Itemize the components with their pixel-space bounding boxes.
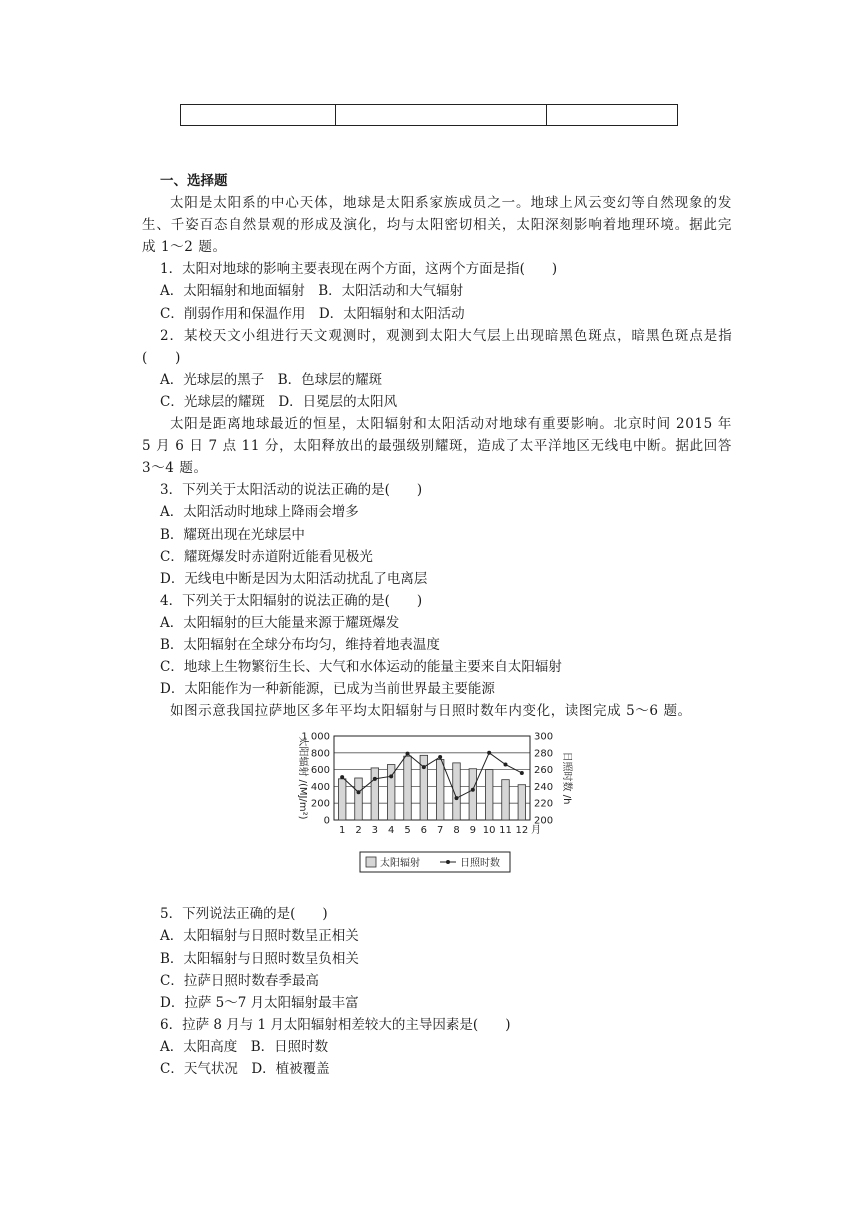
bar <box>338 779 346 820</box>
y-tick-label: 800 <box>310 748 330 760</box>
x-tick-label: 2 <box>355 825 362 837</box>
question-5-stem: 5．下列说法正确的是( ) <box>160 906 328 923</box>
y-tick-label: 0 <box>323 815 330 827</box>
question-3-option: C．耀斑爆发时赤道附近能看见极光 <box>160 548 373 565</box>
y2-tick-label: 220 <box>534 799 554 811</box>
question-5-option: A．太阳辐射与日照时数呈正相关 <box>160 928 359 945</box>
y2-tick-label: 280 <box>534 748 554 760</box>
bar <box>436 760 444 820</box>
passage-3: 如图示意我国拉萨地区多年平均太阳辐射与日照时数年内变化，读图完成 5～6 题。 <box>170 703 692 720</box>
x-tick-label: 8 <box>453 825 460 837</box>
question-2-option: C．光球层的耀斑 D．日冕层的太阳风 <box>160 393 398 410</box>
data-point <box>373 777 377 781</box>
question-6-option: A．太阳高度 B．日照时数 <box>160 1038 329 1055</box>
y2-tick-label: 200 <box>534 815 554 827</box>
question-4-option: A．太阳辐射的巨大能量来源于耀斑爆发 <box>160 614 400 631</box>
question-3-option: D．无线电中断是因为太阳活动扰乱了电离层 <box>160 570 428 587</box>
passage-1: 太阳是太阳系的中心天体，地球是太阳系家族成员之一。地球上风云变幻等自然现象的发生、千姿百态自然景观的形成及演化，均与太阳密切相关，太阳深刻影响着地理环境。据此完成 1～2 题。 <box>142 195 732 256</box>
bar <box>518 785 526 820</box>
data-point <box>438 755 442 759</box>
data-point <box>520 771 524 775</box>
question-3-option: A．太阳活动时地球上降雨会增多 <box>160 504 359 521</box>
y2-tick-label: 300 <box>534 731 554 743</box>
x-tick-label: 9 <box>469 825 477 837</box>
x-tick-label: 3 <box>371 825 379 837</box>
y2-axis-title: 日照时数 /h <box>561 751 572 805</box>
header-table-cell <box>336 105 547 126</box>
y-tick-label: 1 000 <box>301 731 330 743</box>
question-6-option: C．天气状况 D．植被覆盖 <box>160 1061 330 1077</box>
question-3-option: B．耀斑出现在光球层中 <box>160 526 305 543</box>
bar <box>355 778 363 820</box>
question-5-option: C．拉萨日照时数春季最高 <box>160 972 319 989</box>
data-point <box>455 797 459 801</box>
question-5-option: D．拉萨 5～7 月太阳辐射最丰富 <box>160 994 359 1011</box>
data-point <box>422 765 426 769</box>
legend-label: 日照时数 <box>460 858 500 870</box>
data-point <box>471 788 475 792</box>
question-2-option: A．光球层的黑子 B．色球层的耀斑 <box>160 371 383 388</box>
header-table-cell <box>547 105 678 126</box>
lhasa-radiation-chart <box>292 728 592 888</box>
legend-line-marker <box>446 860 450 864</box>
question-1-stem: 1．太阳对地球的影响主要表现在两个方面，这两个方面是指( ) <box>160 261 558 278</box>
document-body <box>142 170 732 1080</box>
legend-label: 太阳辐射 <box>380 858 420 870</box>
section-title: 一、选择题 <box>160 173 228 189</box>
y-tick-label: 400 <box>310 782 330 794</box>
header-table-cell <box>181 105 336 126</box>
x-tick-label: 1 <box>338 825 346 837</box>
question-1-option: C．削弱作用和保温作用 D．太阳辐射和太阳活动 <box>160 305 465 322</box>
question-4-option: D．太阳能作为一种新能源，已成为当前世界最主要能源 <box>160 681 495 698</box>
bar <box>502 780 510 820</box>
question-4-stem: 4．下列关于太阳辐射的说法正确的是( ) <box>160 592 423 609</box>
question-4-option: B．太阳辐射在全球分布均匀，维持着地表温度 <box>160 636 440 653</box>
question-1-option: A．太阳辐射和地面辐射 B．太阳活动和大气辐射 <box>160 283 464 300</box>
y2-tick-label: 260 <box>534 765 554 777</box>
data-point <box>389 775 393 779</box>
bar <box>485 770 493 820</box>
x-tick-label: 7 <box>436 825 444 837</box>
x-unit-label: 月 <box>531 825 541 837</box>
y-axis-title: 太阳辐射 /(MJ/m²) <box>297 736 308 820</box>
bar <box>404 757 412 821</box>
x-tick-label: 5 <box>404 825 411 837</box>
question-5-option: B．太阳辐射与日照时数呈负相关 <box>160 950 359 967</box>
x-tick-label: 4 <box>387 825 395 837</box>
data-point <box>504 763 508 767</box>
chart-figure <box>142 728 732 893</box>
header-table <box>180 104 678 126</box>
question-3-stem: 3．下列关于太阳活动的说法正确的是( ) <box>160 482 423 499</box>
x-tick-label: 6 <box>420 825 428 837</box>
x-tick-label: 12 <box>515 825 529 837</box>
series-line <box>342 753 522 798</box>
question-2-stem: 2．某校天文小组进行天文观测时，观测到太阳大气层上出现暗黑色斑点，暗黑色斑点是指( ) <box>142 327 732 366</box>
data-point <box>406 752 410 756</box>
data-point <box>487 751 491 755</box>
x-tick-label: 10 <box>482 825 496 837</box>
data-point <box>357 791 361 795</box>
x-tick-label: 11 <box>499 825 512 837</box>
y2-tick-label: 240 <box>534 782 554 794</box>
passage-2: 太阳是距离地球最近的恒星，太阳辐射和太阳活动对地球有重要影响。北京时间 2015 年 5 月 6 日 7 点 11 分，太阳释放出的最强级别耀斑，造成了太平洋地区无线电中断。据此回答 3～4 题。 <box>142 416 732 477</box>
data-point <box>340 776 344 780</box>
plot-frame <box>334 736 530 820</box>
y-tick-label: 600 <box>310 765 330 777</box>
bar <box>371 768 379 820</box>
question-6-stem: 6．拉萨 8 月与 1 月太阳辐射相差较大的主导因素是( ) <box>160 1016 511 1033</box>
legend-bar-swatch <box>366 857 376 867</box>
bar <box>469 769 477 820</box>
question-4-option: C．地球上生物繁衍生长、大气和水体运动的能量主要来自太阳辐射 <box>160 659 562 676</box>
y-tick-label: 200 <box>310 799 330 811</box>
